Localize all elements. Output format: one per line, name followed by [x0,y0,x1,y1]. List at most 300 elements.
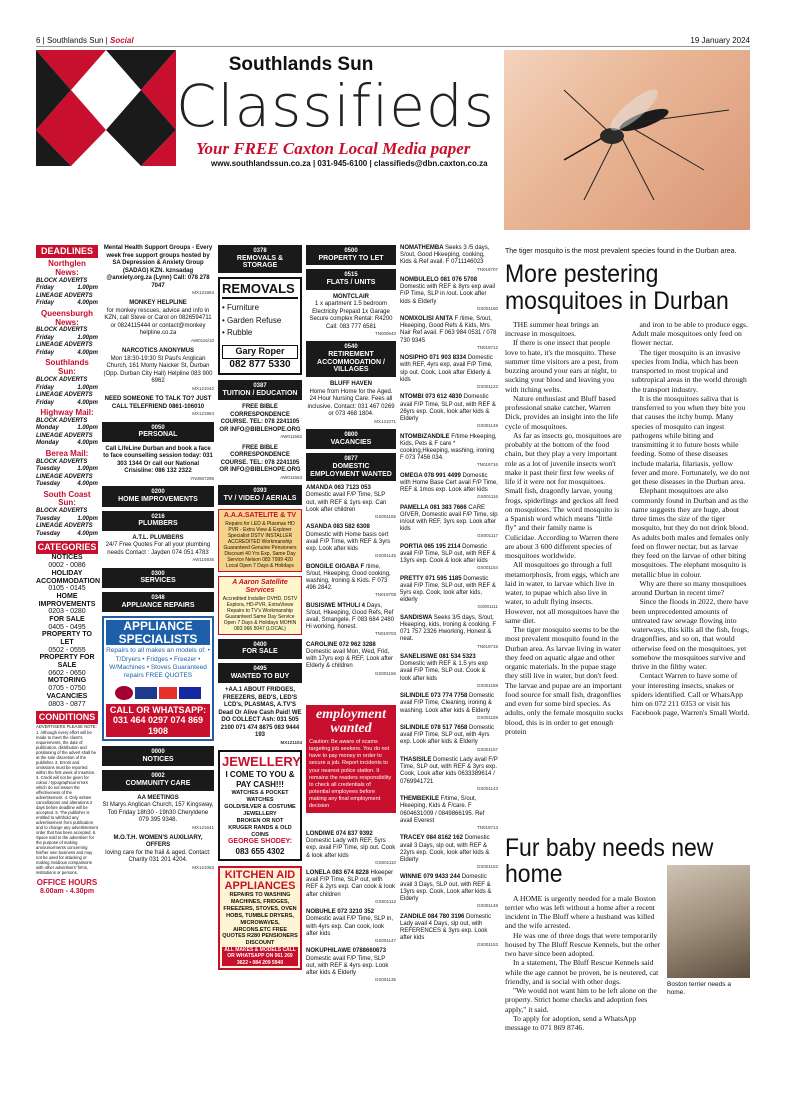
category-range: 0705 - 0750 [48,685,86,693]
deadline-day: LINEAGE ADVERTS [36,292,93,299]
notices-column [102,245,214,875]
removals-item: • Garden Refuse [222,315,282,325]
listing-name: ASANDA 083 582 6308 [306,524,370,531]
listing [400,473,498,500]
article2-col [505,894,663,1033]
aa-meetings-ad [102,795,214,830]
listing-text: F/time Hkeeping, Kids, Pets & F care * cooking,Hkeeping, washing, ironing F 073 7456 034. [400,433,497,462]
deadline-time: 1.00pm [77,334,98,341]
deadline-day: Tuesday [36,530,61,537]
category-item [36,616,98,631]
deadline-day: Friday [36,399,55,406]
listing [400,505,498,539]
deadline-row [36,433,98,441]
listing [400,654,498,688]
masthead [36,50,750,230]
listing-id: TN019715 [476,643,498,649]
listing-text: Domestic avail F/P Time, SLP out, with REF & 5yrs exp. Cook, look after kids, elderly [400,575,496,604]
deadline-row [36,342,98,350]
ad-title: MONKEY HELPLINE [129,300,187,307]
article1-headline: More pestering mosquitoes in Durban [505,260,729,315]
listing-id: TN019713 [476,824,498,830]
jewellery-item: GOLD/SILVER & COSTUME JEWELLERY [224,804,296,817]
deadline-day: LINEAGE ADVERTS [36,523,93,530]
ad-contact-name: Gary Roper [222,345,298,358]
deadline-day: Friday [36,349,55,356]
article-paragraph: It is the mosquitoes saliva that is transferred to you when they bite you that causes the itchy bump. Many species of mosquito can ingest pathogens while biting and transmitting it to future hosts while feeding. Some of these diseases include malaria, filariasis, yellow fever and more. Fortunately, we do not get these diseases in the Durban area. [631,393,750,487]
listing-name: LONELA 083 674 8228 [306,870,371,877]
listing [306,603,396,637]
category-range: 0105 - 0145 [48,585,86,593]
services-heading: 0300 SERVICES [102,568,214,588]
deadline-day: Monday [36,425,59,432]
listing-id: GS001116 [477,494,498,500]
listing-id: GS001122 [476,383,498,389]
listing [306,948,396,982]
brand-logos [106,682,210,704]
deadline-row [36,278,98,286]
category-item [36,677,98,692]
listing-text: F/time, S/out, Hkeeping, Kids & F/care. F 0604631009 / 0849866195. Ref avail Everest [400,796,485,824]
listing-name: BONGILE GIGABA F [306,563,366,570]
appliance-specialists-ad [102,616,214,741]
listing-text: Domestic avail F/P Time, SLP out, with 4yrs exp. Look after kids & Elderly [400,725,495,746]
ad-text: FREE BIBLE CORRESPONDENCE COURSE. TEL: 078 2241105 OR INFO@BIBLEHOPE.ORG [219,404,301,433]
deadline-day: LINEAGE ADVERTS [36,473,93,480]
deadline-paper-name: South Coast Sun: [43,489,91,508]
category-item [36,593,98,616]
listing-text: Domestic with Home basis cert avail F/P Time, with REF & 3yrs exp. Look after kids [306,531,391,552]
deadline-day: Tuesday [36,466,61,473]
lifeline-ad [102,446,214,481]
narcotics-ad [102,348,214,391]
listing-name: NOBUHLE 072 3210 352 [306,909,375,916]
listing [400,245,498,272]
listing-id: GS001135 [374,977,396,983]
listing-text: Domestic with REF, 4yrs exp, avail F/P Time, slp out. Cook, Look after Elderly & kids [400,355,493,383]
atl-plumbers-ad [102,535,214,563]
article-paragraph: The tiger mosquito is an invasive species from India, which has been transported to most tropical and subtropical areas in the world through the transport industry. [631,347,747,394]
listing-id: GS001143 [476,785,498,791]
listing-text: Domestic avail 3 Days, slp out, with REF & 22yrs exp. Cook, look after kids & Elderly [400,835,490,863]
listing [306,524,396,558]
deadline-day: Monday [36,440,59,447]
listing [400,796,498,830]
deadline-day: Friday [36,334,55,341]
article-paragraph: As far as insects go, mosquitoes are probably at the bottom of the food chain, but they play a very important role as a lot of juvenile insects won't make it past their first few weeks of life if it were not for mosquitoes. Small fish, dragonfly larvae, young frogs, spiderlings and geckos all feed on mosquitoes. The word mosquito is a Spanish word which means "little fly" and their family name is Culicidae. According to Warren there are about 3 600 different species of mosquitoes worldwide. [505,430,622,561]
ad-title: APPLIANCE SPECIALISTS [106,620,210,645]
ad-call: ALL MAKES & MODELS CALL OR WHATSAPP ON 061 269 3622 • 084 209 5940 [222,947,298,966]
jewellery-items [222,790,298,838]
deadline-row [36,425,98,433]
listing-id: GS001158 [476,682,498,688]
ad-id: MX121641 [192,824,214,830]
appliance-repairs-heading: 0348 APPLIANCE REPAIRS [102,592,214,612]
ad-title: MONTCLAIR [333,293,369,300]
category-name: PROPERTY TO LET [42,631,92,647]
ad-text: Caution: Be aware of scams targeting job seekers. You do not have to pay money in order to secure a job. Report incidents to your nearest police station. It remains the readers responsibility to check all credentials of potential employees before making any final employment decision [309,739,392,810]
kitchen-aid-ad [218,866,302,970]
wanted-to-buy-ad [218,687,302,745]
deadline-day: BLOCK ADVERTS [36,508,88,515]
tagline: Your FREE Caxton Local Media paper [196,139,471,158]
dog-caption: Boston terrier needs a home. [667,981,731,996]
mosquito-photo [504,50,750,230]
listing-text: Domestic Lady avail F/P Time, SLP out, with REF & 3yrs exp. Cook, Look after kids 0633389614 / 0769941721 [400,757,498,785]
removals-heading: 0378 REMOVALS & STORAGE [218,245,302,273]
deadline-paper-name: Northglen News: [48,259,86,278]
listing-text: Domestic avail F/P Time, SLP out, with REF & 1yrs exp. Can Look after children [306,492,387,513]
section-label: Social [110,36,134,45]
listing-id: GS001155 [374,514,396,519]
listing [400,277,498,311]
services-column [218,245,302,975]
ad-id: MX121063 [192,864,214,870]
for-sale-heading: 0400 FOR SALE [218,639,302,659]
tv-heading: 0393 TV / VIDEO / AERIALS [218,485,302,505]
ad-phone: 082 877 5330 [229,358,291,370]
deadline-row [36,400,98,408]
category-range: 0203 - 0280 [48,608,86,616]
deadline-day: Friday [36,285,55,292]
jewellery-ad [218,750,302,861]
ad-id: AW0116/10 [190,337,214,343]
ad-id: TN000640 [374,331,396,337]
jewellery-item: KRUGER RANDS & OLD COINS [228,824,292,838]
wanted-heading: 0495 WANTED TO BUY [218,663,302,683]
ad-title: A.T.L. PLUMBERS [132,534,184,541]
listing-text: CARE GIVER, Domestic avail F/P Time, slp in/out with REF, 3yrs exp. Look after kids [400,504,498,533]
category-name: MOTORING [47,677,87,685]
moth-ad [102,835,214,870]
ad-call: CALL OR WHATSAPP: 031 464 0297 074 869 1908 [106,704,210,737]
listing [400,576,498,610]
retirement-heading: 0540 RETIREMENT ACCOMMODATION / VILLAGES [306,341,396,377]
deadline-row [36,418,98,426]
deadline-day: Tuesday [36,515,61,522]
listing [400,725,498,752]
listing-text: Domestic with REF & 8yrs exp avail F/P Time, SLP in /out. Look after kids & Elderly [400,284,496,305]
plumbers-heading: 0216 PLUMBERS [102,511,214,531]
article-paragraph: "We would not want him to be left alone on the property. Strict home checks and adoption fees apply," it said. [505,986,657,1014]
satellite-ad-2 [218,576,302,635]
office-hours-title: OFFICE HOURS [36,878,98,888]
ad-text: FREE BIBLE CORRESPONDENCE COURSE. TEL: 078 2241105 OR INFO@BIBLEHOPE.ORG [219,444,301,474]
listing-name: PAMELLA 081 383 7666 [400,504,469,511]
ad-text: REPAIRS TO WASHING MACHINES, FRIDGES, FREEZERS, STOVES, OVEN HOBS, TUMBLE DRYERS, MICROWAVES, AIRCONS.ETC FREE QUOTES R280 PENSIONERS DISCOUNT [222,892,298,947]
property-column [306,245,396,988]
deadline-row [36,459,98,467]
deadline-paper-name: Southlands Sun: [45,358,89,377]
domestic-heading: 0877 DOMESTIC EMPLOYMENT WANTED [306,453,396,481]
listing-name: SANDISWA [400,614,434,621]
article-paragraph: Nature enthusiast and Bluff based professional snake catcher, Warren Dick, provides an insight into the life cycle of mosquitoes. [505,393,619,431]
listing-id: TN019708 [374,592,396,598]
bible-ad-2 [218,445,302,480]
listing-text: Hkeeper avail F/P Time, SLP out, with REF & 2yrs exp. Can cook & look after children [306,870,396,898]
listing [306,870,396,904]
listing-name: SILINDILE 078 517 7658 [400,725,470,732]
ad-subtitle: I COME TO YOU & PAY CASH!!! [225,770,295,790]
category-name: VACANCIES [46,692,88,700]
ad-id: MX121104 [280,739,302,745]
article-paragraph: A HOME is urgently needed for a male Boston terrier who was left without a home after a recent incident in The Bluff where a husband was killed and the wife arrested. [505,893,656,931]
listing-name: NOSIPHO 071 903 8334 [400,355,468,362]
deadline-time: 1.00pm [77,285,98,292]
deadline-row [36,327,98,335]
listing-text: Seeks 3 /5 days, S/out, Good Hkeeping, cooking, Kids & Ref avail. F 0711146023 [400,245,490,266]
deadline-time: 4.00pm [77,530,98,537]
listing-id: TN019707 [476,266,498,272]
deadline-time: 1.00pm [77,425,98,432]
listing-name: AMANDA 063 7123 053 [306,485,371,492]
personal-heading: 0050 PERSONAL [102,422,214,442]
listing [400,544,498,571]
ad-title: BLUFF HAVEN [330,381,372,388]
category-name: FOR SALE [49,615,85,623]
ad-id: MX121071 [374,418,396,424]
ad-text: St Marys Anglican Church, 157 Kingsway, Toti Friday 18h30 - 19h30 Cheryldene 079 395 9348. [102,802,214,824]
listing-name: CAROLINE 072 962 3288 [306,641,376,648]
listing [400,693,498,720]
deadline-row [36,377,98,385]
home-improvements-heading: 0200 HOME IMPROVEMENTS [102,486,214,506]
listing-id: GS001149 [476,423,498,429]
article2-body [505,894,663,1033]
ad-title: A.A.A.SATELITE & TV [223,512,297,520]
listing-text: Domestic with Home Base Cert avail F/P Time, REF & 1mos exp. Look after kids [400,472,498,494]
article-paragraph: Elephant mosquitoes are also commonly found in Durban and as the name suggests they are huge, about three times the size of the tiger mosquito, but they do not drink blood. As adults both males and females only feed on flower nectar, but as larvae they feed on the larvae of other biting mosquitoes. The elephant mosquito is metallic blue in colour. [631,486,749,579]
listing [306,485,396,519]
removals-items [222,299,298,342]
listing-name: SILINDILE 073 774 7758 [400,693,470,700]
category-name: PROPERTY FOR SALE [39,654,95,670]
issue-date: 19 January 2024 [690,36,750,45]
category-range: 0405 - 0495 [48,623,86,631]
satellite-ad-1 [218,509,302,571]
category-item [36,569,101,593]
listing-text: Seeks 3/5 days, S/out, Hkeeping, kids, Ironing & cooking. F 071 757 2326 Hworking, Honest & neat. [400,614,497,643]
listing-name: LONDIWE 074 837 9392 [306,830,373,837]
listing-text: Domestic avail Mon, Wed, Frid, with 17yrs exp & REF, Look after Elderly & children [306,649,394,670]
category-item [36,554,98,569]
category-item [36,693,98,708]
listing-text: Domestic avail F/P Time, SLP out, with REF & 13yrs exp. Cook & look after kids [400,543,496,565]
categories-heading: CATEGORIES [36,541,98,554]
deadline-row [36,440,98,448]
category-name: HOME IMPROVEMENTS [38,592,96,608]
deadline-paper-name: Highway Mail: [40,408,94,418]
jewellery-item: BROKEN OR NOT [236,817,284,824]
listing-id: GS001156 [374,670,396,676]
employment-caution-box [306,705,396,813]
article-paragraph: Contact Warren to have some of your interesting insects, snakes or spiders identified. Call or WhatsApp him on 072 211 0353 or visit his Facebook page, Warren's Small World. [631,671,750,718]
tuition-heading: 0387 TUITION / EDUCATION [218,380,302,400]
ad-text: Home from Home for the Aged. 24 Hour Nursing Care. Fees all inclusive. Contact: 031 467 0269 or 073 468 1804. [307,388,395,418]
ad-id: AW011563 [280,474,302,480]
removals-item: • Furniture [222,303,260,313]
deadline-row [36,350,98,358]
deadline-row [36,516,98,524]
deadline-time: 4.00pm [77,349,98,356]
notices-heading: 0000 NOTICES [102,746,214,766]
listing-text: Domestic avail F/P Time, Cleaning, ironing & washing. Look after kids & Elderly [400,693,495,714]
jewellery-item: WATCHES & POCKET WATCHES [231,790,289,804]
mosquito-caption: The tiger mosquito is the most prevalent species found in the Durban area. [505,248,737,255]
listing-name: THEMBEKILE [400,796,441,803]
category-range: 0002 - 0086 [48,562,86,570]
listing-name: NOMBULELO 081 076 5708 [400,276,478,283]
category-name: HOLIDAY ACCOMMODATION [36,569,101,585]
ad-text: 24/7 Free Quotes For all your plumbing needs Contact : Jayden 074 051 4783 [105,542,211,556]
deadline-time: 4.00pm [77,481,98,488]
bluff-haven-ad [306,381,396,424]
ad-title: NARCOTICS ANONYMUS [121,348,195,355]
listing [400,394,498,428]
article-paragraph: Since the floods in 2022, there have been unprecedented amounts of untreated raw sewage flowing into waterways, this kills all the fish, frogs, dragonflies, and so on, that would otherwise feed on the mosquitoes, yet somehow the mosquitoes survive and thrive in the filthy water. [631,597,749,672]
listing [306,642,396,676]
sadag-ad [102,245,214,295]
sadag-text: Mental Health Support Groups - Every week free support groups hosted by SA Depression & Anxiety Group (SADAG) KZN. kznsadag @anxiety.org.za (Lynn) Call: 078 278 7047 [103,245,213,289]
removals-ad [218,277,302,375]
ad-title: M.O.T.H. WOMEN'S AUXILIARY, OFFERS [113,834,203,849]
listing-id: GS001154 [476,565,498,571]
listing-name: SANELISIWE 081 534 5323 [400,653,476,660]
deadline-day: BLOCK ADVERTS [36,377,88,384]
deadline-time: 1.00pm [77,515,98,522]
listing-name: TRACEY 084 8162 162 [400,835,465,842]
listing-id: GS001160 [476,305,498,311]
listing-id: GS001111 [477,604,498,610]
community-care-heading: 0002 COMMUNITY CARE [102,770,214,790]
listing [306,564,396,598]
ad-id: AW011562 [280,434,302,440]
caxton-logo [36,50,176,166]
listing-name: NTOMBIZANDILE [400,433,452,440]
deadline-list [36,260,98,538]
ad-text: Repairs to all makes an models of: • T/Dryers • Fridges • Freezer • W/Machines • Stoves Guaranteed repairs FREE QUOTES [106,647,210,679]
deadline-paper-name: Berea Mail: [45,448,89,458]
deadline-day: Tuesday [36,481,61,488]
flats-heading: 0515 FLATS / UNITS [306,269,396,289]
deadline-time: 1.00pm [77,384,98,391]
listing-id: GS001148 [476,903,498,909]
deadline-row [36,466,98,474]
listing-id: GS001153 [476,942,498,948]
listing-id: GS001157 [476,746,498,752]
ad-text: for monkey rescues, advice and info in KZN, call Steve or Carol on 0826594711 or 0824115444 or contact@monkey helpline.co.za [104,307,212,337]
ad-text: 1 x apartment 1.5 bedroom Electricity Prepaid 1x Garage Secure complex Rental: R4200 Call: 083 777 6581 [309,301,393,330]
article1-body [505,320,750,736]
listing [400,874,498,908]
listing-name: NOMXOLISI ANITA [400,316,455,323]
deadline-paper-name: Queensburgh News: [40,308,93,327]
deadline-time: 1.00pm [77,466,98,473]
category-item [36,654,98,677]
boston-terrier-photo [667,865,750,978]
category-name: NOTICES [51,554,83,562]
ad-id: MX121964 [192,411,214,417]
ad-text: loving care for the frail & aged. Contact: Charity 031 201 4204. [105,849,211,864]
listing-text: /time, S/out, Hkeeping, Good cooking, washing, Ironing & Kids. F 073 496 2842. [306,563,391,592]
ad-text: Accredited Installer OVHD, DSTV Explora, HD-PVR, ExtraViews Repairs to TV's Workmanship Guaranteed Same Day Service Open 7 Days & Holidays MOHIN 083 966 5047 (LOCAL) [222,595,298,632]
deadline-row [36,293,98,301]
listing-name: NOKUPHILAWE 0788660673 [306,948,387,955]
page-header [36,36,750,47]
article-paragraph: and iron to be able to produce eggs. Adult male mosquitoes only feed on flower nectar. [631,319,748,348]
category-range: 0803 - 0877 [48,700,86,708]
article2 [505,835,750,1032]
article-paragraph: Why are there so many mosquitoes around Durban in recent time? [631,578,747,598]
listing-id: GS001112 [375,898,396,904]
listing-text: Domestic Lady with REF, 5yrs exp, avail F/P Time, slp out. Cook & look after kids [306,838,396,859]
listing [400,434,498,468]
listing-id: TN019712 [476,344,498,350]
listing-text: Domestic with REF & 1.5 yrs exp avail F/P Time, SLP out. Cook & look after kids [400,661,488,682]
article-column [505,245,750,1032]
listing-text: Domestic Lady avail 4 Days, slp out, with REFERENCES & 3yrs exp. Look after kids [400,913,492,942]
article-paragraph: In a statement, The Bluff Rescue Kennels said while the age cannot be proven, he is neutered, cat friendly, and is social with other dogs. [505,958,659,986]
article-paragraph: To apply for adoption, send a WhatsApp message to 071 869 8746. [505,1013,637,1032]
listing-name: WINNIE 079 9433 244 [400,874,462,881]
listing-text: Domestic avail 3 Days, SLP out, with REF & 13yrs exp. Cook, Look after kids & Elderly [400,874,492,903]
ad-id: MX121864 [192,290,214,295]
conditions-heading: CONDITIONS [36,711,98,724]
listing [400,835,498,869]
ad-title: A Aaron Satellite Services [232,578,288,595]
listing-id: GS001117 [477,533,498,539]
deadline-row [36,508,98,516]
article1-col-a [505,320,624,736]
deadline-time: 4.00pm [77,300,98,307]
category-range: 0502 - 0555 [48,646,86,654]
page-number: 6 | Southlands Sun | [36,36,108,45]
listing-name: BUSISIWE MTHULI 4 [306,602,367,609]
listing [400,316,498,350]
listing [400,914,498,948]
listing [400,757,498,791]
category-range: 0602 - 0650 [48,669,86,677]
listing-text: Domestic avail F/P Time, SLP in, with 4yrs exp. Can cook, look after kids [306,916,394,937]
vacancies-heading: 0800 VACANCIES [306,429,396,449]
deadline-row [36,285,98,293]
contact-line: www.southlandssun.co.za | 031-945-6100 | classifieds@dbn.caxton.co.za [211,159,488,168]
listing [400,355,498,389]
deadline-day: Friday [36,384,55,391]
ad-title: NEED SOMEONE TO TALK TO? JUST CALL TELEFRIEND 0861-106010 [104,396,212,410]
listing-name: PORTIA 065 195 2114 [400,543,463,550]
ad-text: Call LifeLine Durban and book a face to face counselling session today: 031 303 1344 Or call our National Crisisline: 086 132 2322 [103,445,213,475]
ad-title: AA MEETINGS [137,794,179,801]
ad-id: YN0667295 [190,475,214,481]
listing [400,615,498,649]
article-paragraph: If there is one insect that people love to hate, it's the mosquito. These summer time visitors are a pest, from buzzing around your ears at night, to sucking your blood and leaving you with itching welts. [505,338,619,394]
montclair-ad [306,294,396,337]
listing-id: GS001145 [374,553,396,559]
ad-title: REMOVALS [222,281,298,299]
category-list [36,554,101,708]
category-item [36,631,98,654]
deadline-time: 4.00pm [77,440,98,447]
office-hours: 8.00am - 4.30pm [39,888,95,896]
removals-item: • Rubble [222,328,253,337]
article-paragraph: He was one of three dogs that were temporarily housed by The Bluff Rescue Kennels, but the other two have since been adopted. [505,930,661,958]
ad-title: employment wanted [316,707,386,736]
article1-col-b [632,320,751,736]
listing-name: PRETTY 071 595 1185 [400,575,464,582]
ad-contact-name: GEORGE SHODEY: [227,838,293,846]
deadline-row [36,474,98,482]
